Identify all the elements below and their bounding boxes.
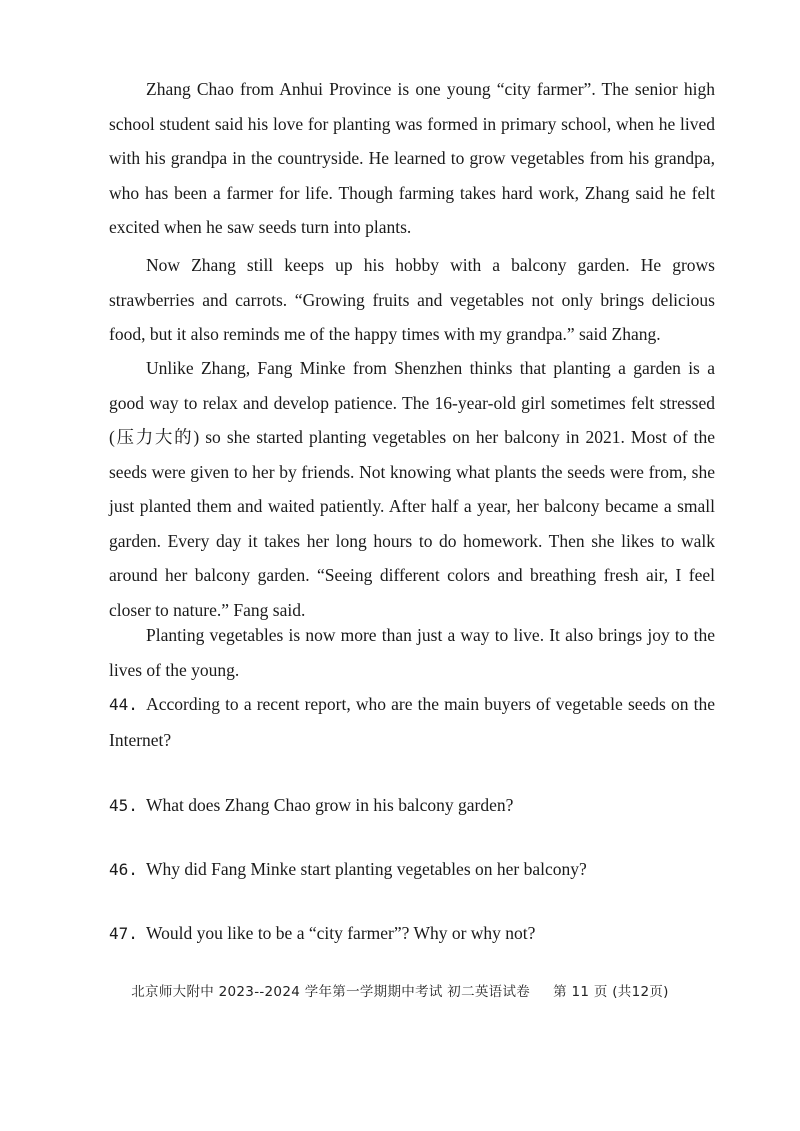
question-44	[109, 687, 715, 757]
question-text: Would you like to be a “city farmer”? Why or why not?	[145, 923, 536, 943]
passage-paragraph-2: Now Zhang still keeps up his hobby with a balcony garden. He grows strawberries and carrots. “Growing fruits and vegetables not only brings delicious food, but it also reminds me of the happy times with my grandpa.” said Zhang.	[109, 255, 715, 344]
footer-exam-title: 北京师大附中 2023--2024 学年第一学期期中考试 初二英语试卷	[131, 984, 531, 1000]
question-text: Why did Fang Minke start planting vegetables on her balcony?	[145, 859, 587, 879]
question-47	[109, 916, 715, 952]
question-45	[109, 788, 715, 824]
page-footer	[0, 980, 800, 1000]
passage-paragraph-4: Planting vegetables is now more than just a way to live. It also brings joy to the lives of the young.	[109, 625, 715, 680]
footer-page-info: 第 11 页 (共12页)	[553, 984, 669, 1000]
question-text: According to a recent report, who are the main buyers of vegetable seeds on the Internet?	[109, 694, 715, 750]
question-46	[109, 852, 715, 888]
question-number: 47.	[109, 924, 138, 943]
passage-paragraph-3: Unlike Zhang, Fang Minke from Shenzhen thinks that planting a garden is a good way to relax and develop patience. The 16-year-old girl sometimes felt stressed (压力大的) so she started planting vegetables on her balcony in 2021. Most of the seeds were given to her by friends. Not knowing what plants the seeds were from, she just planted them and waited patiently. After half a year, her balcony became a small garden. Every day it takes her long hours to do homework. Then she likes to walk around her balcony garden. “Seeing different colors and breathing fresh air, I feel closer to nature.” Fang said.	[109, 358, 715, 620]
question-number: 46.	[109, 860, 138, 879]
question-text: What does Zhang Chao grow in his balcony garden?	[145, 795, 514, 815]
passage-paragraph-1: Zhang Chao from Anhui Province is one young “city farmer”. The senior high school student said his love for planting was formed in primary school, when he lived with his grandpa in the countryside. He learned to grow vegetables from his grandpa, who has been a farmer for life. Though farming takes hard work, Zhang said he felt excited when he saw seeds turn into plants.	[109, 79, 715, 237]
question-number: 44.	[109, 695, 138, 714]
question-number: 45.	[109, 796, 138, 815]
